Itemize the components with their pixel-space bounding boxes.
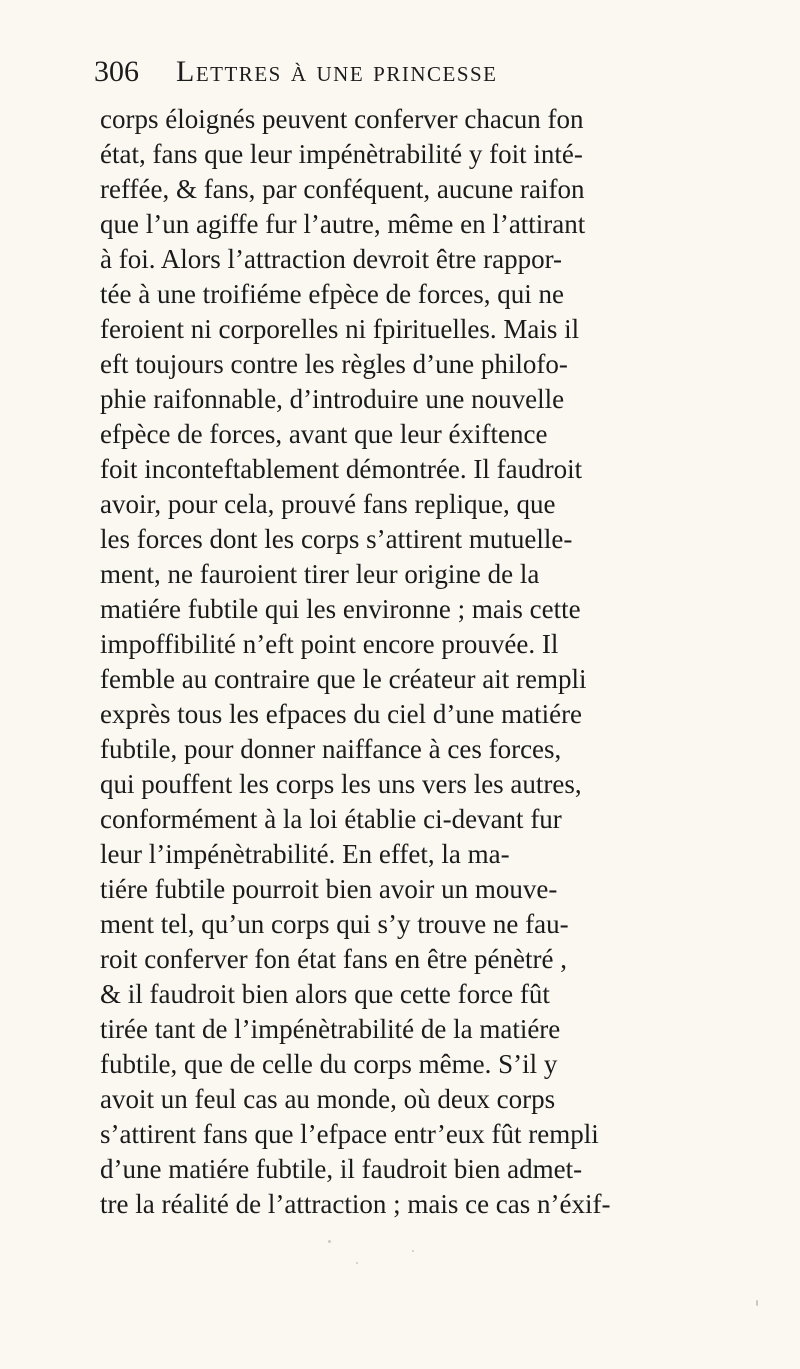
text-line: fubtile, pour donner naiffance à ces forces,	[100, 734, 562, 764]
text-line: exprès tous les efpaces du ciel d’une matiére	[100, 699, 583, 729]
text-line: s’attirent fans que l’efpace entr’eux fût rempli	[100, 1119, 599, 1149]
text-line: qui pouffent les corps les uns vers les autres,	[100, 769, 582, 799]
text-line: tiére fubtile pourroit bien avoir un mouve-	[100, 874, 558, 904]
text-line: eft toujours contre les règles d’une philofo-	[100, 349, 568, 379]
page-header	[94, 52, 714, 96]
running-title: Lettres à une princesse	[176, 55, 498, 88]
text-line: conformément à la loi établie ci-devant fur	[100, 804, 562, 834]
paper-speck	[756, 1300, 758, 1306]
text-line: feroient ni corporelles ni fpirituelles. Mais il	[100, 314, 580, 344]
text-line: état, fans que leur impénètrabilité y foit inté-	[100, 139, 583, 169]
text-line: efpèce de forces, avant que leur éxiftence	[100, 419, 548, 449]
text-line: ment, ne fauroient tirer leur origine de la	[100, 559, 540, 589]
paper-speck	[412, 1250, 414, 1252]
text-line: roit conferver fon état fans en être pénètré ,	[100, 944, 568, 974]
text-line: fubtile, que de celle du corps même. S’il y	[100, 1049, 558, 1079]
text-line: femble au contraire que le créateur ait rempli	[100, 664, 587, 694]
text-line: tirée tant de l’impénètrabilité de la matiére	[100, 1014, 561, 1044]
text-line: tée à une troifiéme efpèce de forces, qui ne	[100, 279, 564, 309]
text-line: tre la réalité de l’attraction ; mais ce cas n’éxif-	[100, 1189, 611, 1219]
text-line: impoffibilité n’eft point encore prouvée. Il	[100, 629, 559, 659]
text-line: d’une matiére fubtile, il faudroit bien admet-	[100, 1154, 583, 1184]
paper-speck	[356, 1262, 358, 1264]
text-line: ment tel, qu’un corps qui s’y trouve ne fau-	[100, 909, 569, 939]
text-line: & il faudroit bien alors que cette force fût	[100, 979, 550, 1009]
text-line: avoir, pour cela, prouvé fans replique, que	[100, 489, 556, 519]
page-number: 306	[94, 55, 139, 88]
text-line: que l’un agiffe fur l’autre, même en l’attirant	[100, 209, 586, 239]
body-text	[100, 102, 780, 1222]
text-line: matiére fubtile qui les environne ; mais cette	[100, 594, 581, 624]
text-line: corps éloignés peuvent conferver chacun fon	[100, 104, 584, 134]
text-line: phie raifonnable, d’introduire une nouvelle	[100, 384, 565, 414]
text-line: leur l’impénètrabilité. En effet, la ma-	[100, 839, 510, 869]
text-line: avoit un feul cas au monde, où deux corps	[100, 1084, 556, 1114]
text-line: reffée, & fans, par conféquent, aucune raifon	[100, 174, 585, 204]
text-line: foit inconteftablement démontrée. Il faudroit	[100, 454, 583, 484]
text-line: les forces dont les corps s’attirent mutuelle-	[100, 524, 573, 554]
text-line: à foi. Alors l’attraction devroit être rappor-	[100, 244, 563, 274]
paper-speck	[328, 1240, 331, 1243]
